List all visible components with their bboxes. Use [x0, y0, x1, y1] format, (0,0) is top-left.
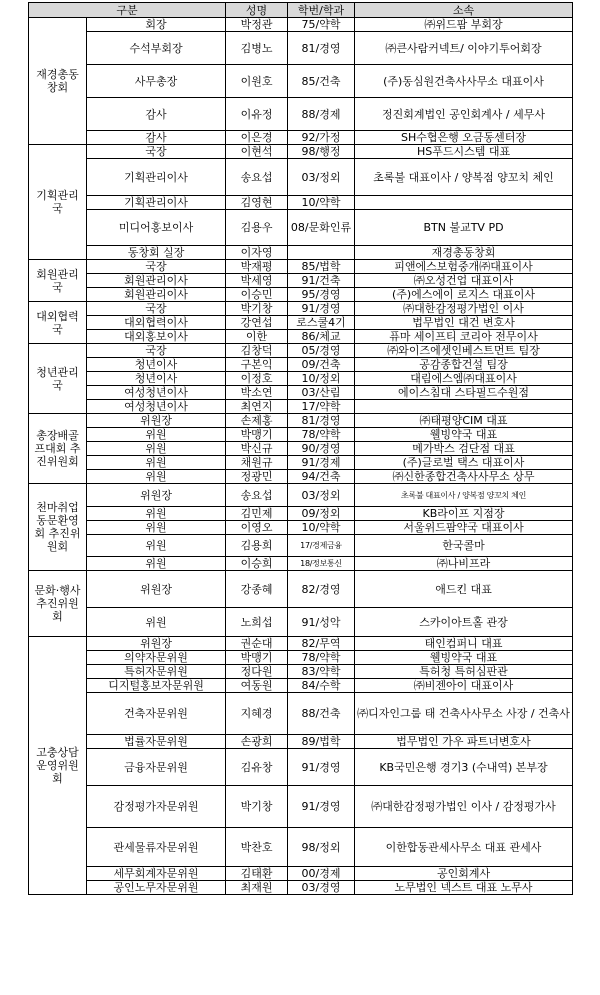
id-cell: 78/약학: [288, 651, 355, 665]
name-cell: 이한: [226, 330, 288, 344]
name-cell: 박세영: [226, 274, 288, 288]
table-row: [29, 316, 573, 330]
name-cell: 손광희: [226, 735, 288, 749]
name-cell: 박맹기: [226, 428, 288, 442]
affiliation-cell: 메가박스 검단점 대표: [355, 442, 573, 456]
header-name: 성명: [226, 3, 288, 18]
affiliation-cell: 웰빙약국 대표: [355, 651, 573, 665]
id-cell: 91/경영: [288, 302, 355, 316]
table-row: [29, 131, 573, 145]
table-row: [29, 521, 573, 535]
role-cell: 특허자문위원: [87, 665, 226, 679]
affiliation-cell: 웰빙약국 대표: [355, 428, 573, 442]
id-cell: 10/약학: [288, 196, 355, 210]
affiliation-cell: ㈜큰사람커넥트/ 이야기투어회장: [355, 32, 573, 65]
role-cell: 여성청년이사: [87, 386, 226, 400]
role-cell: 기획관리이사: [87, 196, 226, 210]
name-cell: 송요섭: [226, 484, 288, 507]
affiliation-cell: KB국민은행 경기3 (수내역) 본부장: [355, 749, 573, 786]
name-cell: 송요섭: [226, 159, 288, 196]
name-cell: 권순대: [226, 637, 288, 651]
id-cell: 91/경제: [288, 456, 355, 470]
role-cell: 국장: [87, 344, 226, 358]
affiliation-cell: BTN 불교TV PD: [355, 210, 573, 246]
id-cell: 05/경영: [288, 344, 355, 358]
name-cell: 김민제: [226, 507, 288, 521]
name-cell: 박기창: [226, 302, 288, 316]
header-id: 학번/학과: [288, 3, 355, 18]
affiliation-cell: 초록불 대표이사 / 양복점 양꼬치 체인: [355, 159, 573, 196]
role-cell: 위원: [87, 608, 226, 637]
affiliation-cell: 정진회계법인 공인회계사 / 세무사: [355, 98, 573, 131]
affiliation-cell: 법무법인 대건 변호사: [355, 316, 573, 330]
id-cell: [288, 246, 355, 260]
affiliation-cell: ㈜태평양CIM 대표: [355, 414, 573, 428]
name-cell: 김용희: [226, 535, 288, 557]
table-row: [29, 735, 573, 749]
table-row: [29, 414, 573, 428]
name-cell: 박찬호: [226, 828, 288, 867]
group-name-cell: 대외협력국: [29, 302, 87, 344]
role-cell: 위원: [87, 507, 226, 521]
table-row: [29, 32, 573, 65]
table-row: [29, 867, 573, 881]
name-cell: 이정호: [226, 372, 288, 386]
role-cell: 국장: [87, 260, 226, 274]
table-row: [29, 372, 573, 386]
role-cell: 위원장: [87, 637, 226, 651]
table-row: [29, 344, 573, 358]
table-row: [29, 159, 573, 196]
table-row: [29, 274, 573, 288]
group-name-cell: 고충상담 운영위원회: [29, 637, 87, 895]
name-cell: 이현석: [226, 145, 288, 159]
table-row: [29, 665, 573, 679]
table-row: [29, 881, 573, 895]
role-cell: 사무총장: [87, 65, 226, 98]
affiliation-cell: 법무법인 가우 파트너변호사: [355, 735, 573, 749]
name-cell: 강연섭: [226, 316, 288, 330]
id-cell: 03/경영: [288, 881, 355, 895]
table-row: [29, 470, 573, 484]
affiliation-cell: SH수협은행 오금동센터장: [355, 131, 573, 145]
header-category: 구분: [29, 3, 226, 18]
affiliation-cell: (주)동심원건축사사무소 대표이사: [355, 65, 573, 98]
id-cell: 75/약학: [288, 18, 355, 32]
name-cell: 김병노: [226, 32, 288, 65]
table-row: [29, 400, 573, 414]
affiliation-cell: 태인컴퍼니 대표: [355, 637, 573, 651]
table-row: [29, 608, 573, 637]
member-table: [28, 2, 573, 895]
affiliation-cell: ㈜디자인그룹 태 건축사사무소 사장 / 건축사: [355, 693, 573, 735]
id-cell: 03/정외: [288, 159, 355, 196]
role-cell: 디지털홍보자문위원: [87, 679, 226, 693]
name-cell: 최재원: [226, 881, 288, 895]
id-cell: 85/법학: [288, 260, 355, 274]
id-cell: 85/건축: [288, 65, 355, 98]
name-cell: 이승희: [226, 557, 288, 571]
role-cell: 회장: [87, 18, 226, 32]
affiliation-cell: (주)글로벌 택스 대표이사: [355, 456, 573, 470]
role-cell: 위원: [87, 428, 226, 442]
affiliation-cell: 대림에스엠㈜대표이사: [355, 372, 573, 386]
name-cell: 김창덕: [226, 344, 288, 358]
id-cell: 86/체교: [288, 330, 355, 344]
role-cell: 청년이사: [87, 372, 226, 386]
id-cell: 98/정외: [288, 828, 355, 867]
id-cell: 88/경제: [288, 98, 355, 131]
table-row: [29, 679, 573, 693]
table-row: [29, 693, 573, 735]
id-cell: 17/약학: [288, 400, 355, 414]
name-cell: 정광민: [226, 470, 288, 484]
role-cell: 위원: [87, 535, 226, 557]
name-cell: 이영오: [226, 521, 288, 535]
role-cell: 감사: [87, 131, 226, 145]
role-cell: 위원: [87, 442, 226, 456]
id-cell: 82/무역: [288, 637, 355, 651]
table-row: [29, 557, 573, 571]
name-cell: 이은경: [226, 131, 288, 145]
id-cell: 08/문화인류: [288, 210, 355, 246]
affiliation-cell: ㈜나비프라: [355, 557, 573, 571]
name-cell: 박소연: [226, 386, 288, 400]
id-cell: 88/건축: [288, 693, 355, 735]
table-row: [29, 637, 573, 651]
affiliation-cell: 특허청 특허심판관: [355, 665, 573, 679]
id-cell: 09/건축: [288, 358, 355, 372]
role-cell: 대외협력이사: [87, 316, 226, 330]
name-cell: 손제홍: [226, 414, 288, 428]
affiliation-cell: ㈜오성건업 대표이사: [355, 274, 573, 288]
role-cell: 위원: [87, 557, 226, 571]
role-cell: 청년이사: [87, 358, 226, 372]
table-row: [29, 442, 573, 456]
id-cell: 18/정보통신: [288, 557, 355, 571]
name-cell: 노희섭: [226, 608, 288, 637]
name-cell: 김영현: [226, 196, 288, 210]
affiliation-cell: 피앤에스보험중개㈜대표이사: [355, 260, 573, 274]
affiliation-cell: ㈜비젠아이 대표이사: [355, 679, 573, 693]
affiliation-cell: 초록불 대표이사 / 양복점 양꼬치 체인: [355, 484, 573, 507]
name-cell: 구본익: [226, 358, 288, 372]
name-cell: 정다원: [226, 665, 288, 679]
affiliation-cell: ㈜신한종합건축사사무소 상무: [355, 470, 573, 484]
name-cell: 이승민: [226, 288, 288, 302]
role-cell: 대외홍보이사: [87, 330, 226, 344]
name-cell: 김유창: [226, 749, 288, 786]
table-row: [29, 535, 573, 557]
affiliation-cell: 공감종합건설 팀장: [355, 358, 573, 372]
role-cell: 동창회 실장: [87, 246, 226, 260]
table-row: [29, 330, 573, 344]
affiliation-cell: HS푸드시스템 대표: [355, 145, 573, 159]
table-row: [29, 210, 573, 246]
role-cell: 위원: [87, 470, 226, 484]
role-cell: 위원: [87, 456, 226, 470]
role-cell: 수석부회장: [87, 32, 226, 65]
role-cell: 감사: [87, 98, 226, 131]
affiliation-cell: ㈜대한감정평가법인 이사: [355, 302, 573, 316]
group-name-cell: 청년관리국: [29, 344, 87, 414]
role-cell: 감정평가자문위원: [87, 786, 226, 828]
id-cell: 17/경제금융: [288, 535, 355, 557]
id-cell: 10/약학: [288, 521, 355, 535]
group-name-cell: 재경총동창회: [29, 18, 87, 145]
id-cell: 91/경영: [288, 749, 355, 786]
name-cell: 여동원: [226, 679, 288, 693]
role-cell: 위원: [87, 521, 226, 535]
role-cell: 미디어홍보이사: [87, 210, 226, 246]
role-cell: 기획관리이사: [87, 159, 226, 196]
table-row: [29, 828, 573, 867]
role-cell: 회원관리이사: [87, 288, 226, 302]
table-body: [29, 18, 573, 895]
affiliation-cell: 노무법인 넥스트 대표 노무사: [355, 881, 573, 895]
name-cell: 박기창: [226, 786, 288, 828]
role-cell: 위원장: [87, 414, 226, 428]
id-cell: 00/경제: [288, 867, 355, 881]
role-cell: 회원관리이사: [87, 274, 226, 288]
table-row: [29, 428, 573, 442]
header-affiliation: 소속: [355, 3, 573, 18]
affiliation-cell: 이한합동관세사무소 대표 관세사: [355, 828, 573, 867]
group-name-cell: 문화·행사 추진위원회: [29, 571, 87, 637]
id-cell: 10/정외: [288, 372, 355, 386]
role-cell: 의약자문위원: [87, 651, 226, 665]
role-cell: 법률자문위원: [87, 735, 226, 749]
id-cell: 91/경영: [288, 786, 355, 828]
name-cell: 이유정: [226, 98, 288, 131]
id-cell: 91/성악: [288, 608, 355, 637]
id-cell: 95/경영: [288, 288, 355, 302]
affiliation-cell: ㈜대한감정평가법인 이사 / 감정평가사: [355, 786, 573, 828]
id-cell: 84/수학: [288, 679, 355, 693]
id-cell: 90/경영: [288, 442, 355, 456]
group-name-cell: 총장배골프대회 추진위원회: [29, 414, 87, 484]
id-cell: 91/건축: [288, 274, 355, 288]
affiliation-cell: 애드킨 대표: [355, 571, 573, 608]
member-table-container: [28, 2, 573, 895]
affiliation-cell: ㈜와이즈에셋인베스트먼트 팀장: [355, 344, 573, 358]
table-row: [29, 246, 573, 260]
table-row: [29, 288, 573, 302]
role-cell: 위원장: [87, 571, 226, 608]
affiliation-cell: ㈜위드팜 부회장: [355, 18, 573, 32]
role-cell: 공인노무자문위원: [87, 881, 226, 895]
id-cell: 98/행정: [288, 145, 355, 159]
name-cell: 강종혜: [226, 571, 288, 608]
affiliation-cell: 재경총동창회: [355, 246, 573, 260]
id-cell: 81/경영: [288, 414, 355, 428]
affiliation-cell: 공인회계사: [355, 867, 573, 881]
id-cell: 94/건축: [288, 470, 355, 484]
id-cell: 81/경영: [288, 32, 355, 65]
table-row: [29, 260, 573, 274]
role-cell: 국장: [87, 302, 226, 316]
id-cell: 78/약학: [288, 428, 355, 442]
name-cell: 채원규: [226, 456, 288, 470]
name-cell: 박정관: [226, 18, 288, 32]
role-cell: 세무회계자문위원: [87, 867, 226, 881]
name-cell: 지혜경: [226, 693, 288, 735]
table-row: [29, 456, 573, 470]
id-cell: 03/정외: [288, 484, 355, 507]
id-cell: 83/약학: [288, 665, 355, 679]
affiliation-cell: (주)에스에이 로지스 대표이사: [355, 288, 573, 302]
affiliation-cell: 에이스침대 스타필드수원점: [355, 386, 573, 400]
table-row: [29, 358, 573, 372]
table-row: [29, 196, 573, 210]
table-row: [29, 484, 573, 507]
table-row: [29, 507, 573, 521]
header-row: [29, 3, 573, 18]
table-row: [29, 18, 573, 32]
role-cell: 금융자문위원: [87, 749, 226, 786]
id-cell: 03/산림: [288, 386, 355, 400]
name-cell: 이자영: [226, 246, 288, 260]
name-cell: 박재평: [226, 260, 288, 274]
name-cell: 최연지: [226, 400, 288, 414]
affiliation-cell: 스카이아트홀 관장: [355, 608, 573, 637]
group-name-cell: 천마취업 동문환영회 추진위원회: [29, 484, 87, 571]
id-cell: 82/경영: [288, 571, 355, 608]
role-cell: 위원장: [87, 484, 226, 507]
affiliation-cell: KB라이프 지점장: [355, 507, 573, 521]
role-cell: 건축자문위원: [87, 693, 226, 735]
id-cell: 89/법학: [288, 735, 355, 749]
affiliation-cell: 한국콜마: [355, 535, 573, 557]
name-cell: 김용우: [226, 210, 288, 246]
affiliation-cell: [355, 400, 573, 414]
table-row: [29, 145, 573, 159]
table-row: [29, 302, 573, 316]
affiliation-cell: 서울위드팜약국 대표이사: [355, 521, 573, 535]
affiliation-cell: 퓨마 세이프티 코리아 전무이사: [355, 330, 573, 344]
role-cell: 관세물류자문위원: [87, 828, 226, 867]
table-row: [29, 98, 573, 131]
name-cell: 이원호: [226, 65, 288, 98]
table-row: [29, 786, 573, 828]
name-cell: 박신규: [226, 442, 288, 456]
name-cell: 김태환: [226, 867, 288, 881]
table-row: [29, 571, 573, 608]
affiliation-cell: [355, 196, 573, 210]
table-row: [29, 386, 573, 400]
role-cell: 국장: [87, 145, 226, 159]
group-name-cell: 회원관리국: [29, 260, 87, 302]
table-row: [29, 65, 573, 98]
id-cell: 92/가정: [288, 131, 355, 145]
role-cell: 여성청년이사: [87, 400, 226, 414]
name-cell: 박맹기: [226, 651, 288, 665]
table-row: [29, 749, 573, 786]
id-cell: 09/정외: [288, 507, 355, 521]
id-cell: 로스쿨4기: [288, 316, 355, 330]
group-name-cell: 기획관리국: [29, 145, 87, 260]
table-row: [29, 651, 573, 665]
